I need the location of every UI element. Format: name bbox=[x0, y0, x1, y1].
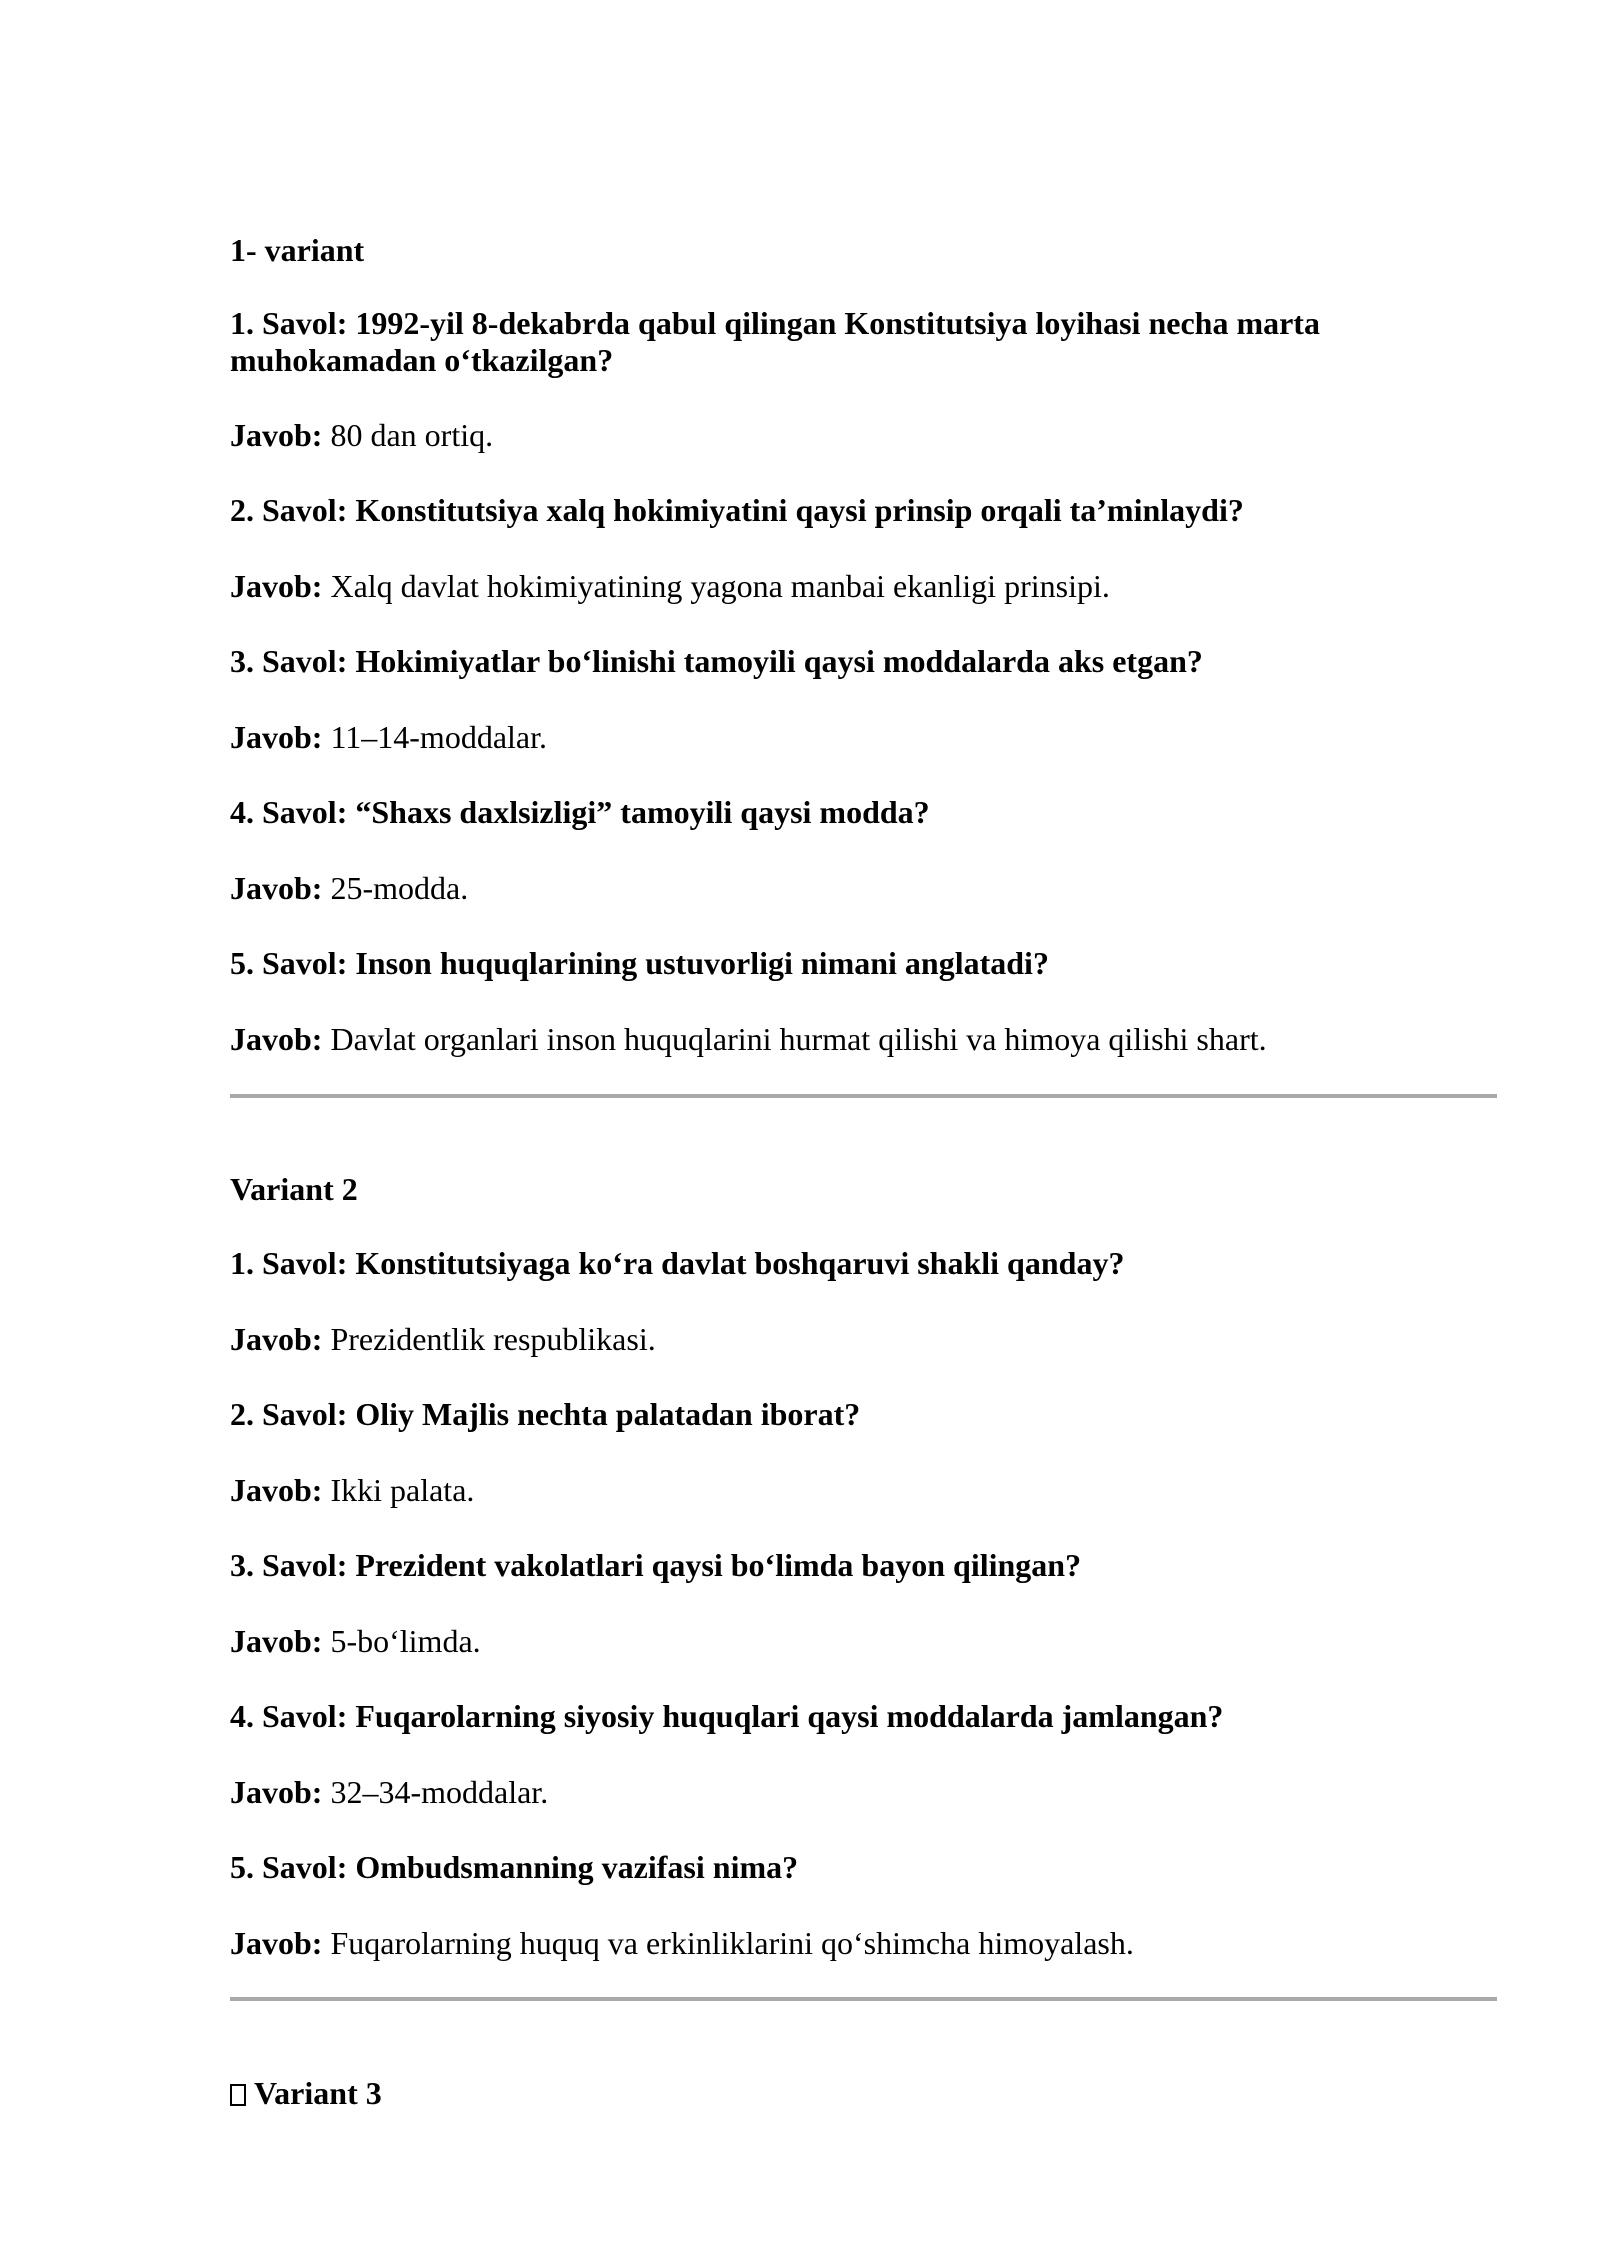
variant-2-answer-2 bbox=[230, 1471, 474, 1509]
answer-label: Javob: bbox=[230, 1472, 323, 1508]
answer-text: Davlat organlari inson huquqlarini hurmat qilishi va himoya qilishi shart. bbox=[322, 1021, 1267, 1057]
variant-2-answer-4 bbox=[230, 1773, 548, 1811]
variant-2-answer-3 bbox=[230, 1622, 481, 1660]
answer-text: 80 dan ortiq. bbox=[322, 417, 494, 453]
answer-text: 32–34-moddalar. bbox=[322, 1774, 549, 1810]
variant-2-answer-1 bbox=[230, 1320, 656, 1358]
answer-text: Prezidentlik respublikasi. bbox=[322, 1321, 656, 1357]
answer-label: Javob: bbox=[230, 568, 323, 604]
variant-1-question-1: 1. Savol: 1992-yil 8-dekabrda qabul qilingan Konstitutsiya loyihasi necha marta muhokamadan o‘tkazilgan? bbox=[230, 305, 1320, 378]
variant-1-answer-4 bbox=[230, 869, 468, 907]
answer-text: Xalq davlat hokimiyatining yagona manbai ekanligi prinsipi. bbox=[322, 568, 1110, 604]
variant-1-answer-2 bbox=[230, 567, 1110, 605]
variant-2-question-3: 3. Savol: Prezident vakolatlari qaysi bo‘limda bayon qilingan? bbox=[230, 1547, 1082, 1583]
variant-1-question-3: 3. Savol: Hokimiyatlar bo‘linishi tamoyili qaysi moddalarda aks etgan? bbox=[230, 643, 1203, 679]
answer-text: 11–14-moddalar. bbox=[322, 719, 547, 755]
variant-3-title: Variant 3 bbox=[254, 2075, 382, 2111]
section-divider bbox=[230, 1094, 1497, 1098]
variant-1-answer-3 bbox=[230, 718, 547, 756]
variant-1-answer-5 bbox=[230, 1020, 1267, 1058]
variant-2-question-1: 1. Savol: Konstitutsiyaga ko‘ra davlat boshqaruvi shakli qanday? bbox=[230, 1245, 1125, 1281]
variant-1-question-4: 4. Savol: “Shaxs daxlsizligi” tamoyili qaysi modda? bbox=[230, 794, 930, 830]
variant-2-question-5: 5. Savol: Ombudsmanning vazifasi nima? bbox=[230, 1849, 799, 1885]
answer-text: Ikki palata. bbox=[322, 1472, 475, 1508]
variant-2-answer-5 bbox=[230, 1924, 1134, 1962]
answer-text: 5-bo‘limda. bbox=[322, 1623, 481, 1659]
answer-label: Javob: bbox=[230, 870, 323, 906]
variant-2-question-2: 2. Savol: Oliy Majlis nechta palatadan iborat? bbox=[230, 1396, 861, 1432]
variant-3-heading bbox=[230, 2074, 382, 2112]
answer-text: Fuqarolarning huquq va erkinliklarini qo‘shimcha himoyalash. bbox=[322, 1925, 1134, 1961]
variant-1-question-2: 2. Savol: Konstitutsiya xalq hokimiyatini qaysi prinsip orqali ta’minlaydi? bbox=[230, 492, 1244, 528]
answer-label: Javob: bbox=[230, 1925, 323, 1961]
section-divider bbox=[230, 1997, 1497, 2001]
variant-1-heading: 1- variant bbox=[230, 232, 365, 268]
answer-label: Javob: bbox=[230, 1623, 323, 1659]
answer-label: Javob: bbox=[230, 1321, 323, 1357]
missing-glyph-box-icon bbox=[230, 2084, 246, 2106]
variant-1-answer-1 bbox=[230, 416, 493, 454]
answer-label: Javob: bbox=[230, 1774, 323, 1810]
variant-2-heading: Variant 2 bbox=[230, 1171, 358, 1207]
answer-label: Javob: bbox=[230, 417, 323, 453]
answer-label: Javob: bbox=[230, 719, 323, 755]
variant-2-question-4: 4. Savol: Fuqarolarning siyosiy huquqlari qaysi moddalarda jamlangan? bbox=[230, 1698, 1224, 1734]
answer-label: Javob: bbox=[230, 1021, 323, 1057]
variant-1-question-5: 5. Savol: Inson huquqlarining ustuvorligi nimani anglatadi? bbox=[230, 945, 1049, 981]
answer-text: 25-modda. bbox=[322, 870, 469, 906]
